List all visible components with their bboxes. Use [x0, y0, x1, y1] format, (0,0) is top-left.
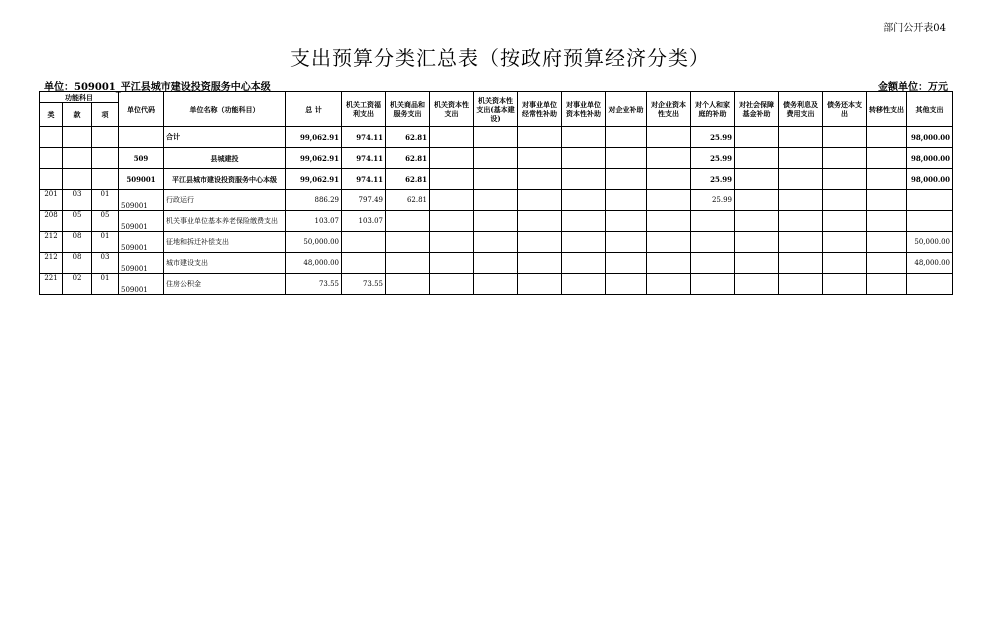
amount-cell: 25.99 [691, 169, 735, 190]
amount-cell [779, 148, 823, 169]
amount-cell [779, 190, 823, 211]
amount-cell [779, 127, 823, 148]
amount-cell [779, 253, 823, 274]
amount-cell: 974.11 [342, 127, 386, 148]
econ-header: 对事业单位经常性补助 [518, 92, 562, 127]
xiang-cell: 05 [92, 211, 119, 232]
econ-header: 对企业资本性支出 [647, 92, 691, 127]
amount-cell [867, 190, 907, 211]
lei-cell [40, 169, 63, 190]
amount-cell [606, 169, 647, 190]
amount-cell [779, 232, 823, 253]
econ-header: 机关资本性支出 [430, 92, 474, 127]
amount-cell [430, 169, 474, 190]
amount-cell [907, 274, 953, 295]
code-cell: 509001 [119, 169, 164, 190]
name-header: 单位名称（功能科目） [164, 92, 286, 127]
amount-cell: 98,000.00 [907, 169, 953, 190]
lei-cell: 201 [40, 190, 63, 211]
xiang-cell [92, 169, 119, 190]
total-cell: 73.55 [286, 274, 342, 295]
amount-cell [907, 190, 953, 211]
code-header: 单位代码 [119, 92, 164, 127]
total-cell: 99,062.91 [286, 127, 342, 148]
lei-cell: 212 [40, 253, 63, 274]
amount-cell [823, 253, 867, 274]
econ-header: 对企业补助 [606, 92, 647, 127]
amount-cell [867, 127, 907, 148]
amount-cell [647, 169, 691, 190]
amount-cell [386, 232, 430, 253]
table-row [40, 169, 953, 190]
econ-header: 债务还本支出 [823, 92, 867, 127]
amount-cell [647, 127, 691, 148]
amount-cell [474, 190, 518, 211]
amount-cell [518, 253, 562, 274]
amount-cell: 98,000.00 [907, 148, 953, 169]
econ-header: 机关工资福利支出 [342, 92, 386, 127]
amount-cell [647, 148, 691, 169]
amount-cell [606, 253, 647, 274]
total-header: 总 计 [286, 92, 342, 127]
amount-cell [518, 274, 562, 295]
amount-cell [867, 253, 907, 274]
econ-header: 机关商品和服务支出 [386, 92, 430, 127]
amount-cell: 50,000.00 [907, 232, 953, 253]
kuan-cell: 02 [63, 274, 92, 295]
amount-cell [735, 274, 779, 295]
kuan-cell: 05 [63, 211, 92, 232]
amount-cell [647, 211, 691, 232]
amount-cell: 62.81 [386, 190, 430, 211]
code-cell: 509001 [119, 253, 164, 274]
amount-cell [823, 211, 867, 232]
total-cell: 886.29 [286, 190, 342, 211]
amount-cell [735, 253, 779, 274]
amount-cell [647, 274, 691, 295]
amount-cell [647, 232, 691, 253]
amount-cell [474, 253, 518, 274]
amount-cell [474, 232, 518, 253]
amount-cell [562, 127, 606, 148]
amount-cell: 25.99 [691, 127, 735, 148]
lei-cell [40, 148, 63, 169]
amount-cell [779, 274, 823, 295]
code-cell: 509001 [119, 211, 164, 232]
name-cell: 合计 [164, 127, 286, 148]
econ-header: 转移性支出 [867, 92, 907, 127]
func-group-header: 功能科目 [40, 92, 119, 103]
lei-cell: 221 [40, 274, 63, 295]
xiang-header: 项 [92, 103, 119, 127]
code-cell [119, 127, 164, 148]
amount-cell: 797.49 [342, 190, 386, 211]
amount-cell [823, 127, 867, 148]
amount-cell [867, 232, 907, 253]
econ-header: 对事业单位资本性补助 [562, 92, 606, 127]
amount-cell: 974.11 [342, 148, 386, 169]
amount-unit-label: 金额单位：万元 [878, 82, 948, 93]
amount-cell [606, 190, 647, 211]
amount-cell [735, 169, 779, 190]
amount-cell: 73.55 [342, 274, 386, 295]
kuan-cell: 03 [63, 190, 92, 211]
amount-cell: 25.99 [691, 148, 735, 169]
amount-cell: 62.81 [386, 127, 430, 148]
code-cell: 509001 [119, 232, 164, 253]
econ-header: 其他支出 [907, 92, 953, 127]
kuan-cell: 08 [63, 253, 92, 274]
amount-cell [867, 211, 907, 232]
lei-cell: 212 [40, 232, 63, 253]
amount-cell [907, 211, 953, 232]
amount-cell [823, 148, 867, 169]
amount-cell [562, 274, 606, 295]
amount-cell [562, 211, 606, 232]
table-row [40, 253, 953, 274]
name-cell: 行政运行 [164, 190, 286, 211]
budget-table [39, 91, 953, 295]
code-cell: 509001 [119, 190, 164, 211]
amount-cell [647, 253, 691, 274]
xiang-cell: 01 [92, 232, 119, 253]
table-body [40, 127, 953, 295]
amount-cell [606, 232, 647, 253]
amount-cell [779, 169, 823, 190]
amount-cell [735, 127, 779, 148]
name-cell: 征地和拆迁补偿支出 [164, 232, 286, 253]
amount-cell [386, 253, 430, 274]
xiang-cell: 01 [92, 274, 119, 295]
amount-cell: 98,000.00 [907, 127, 953, 148]
amount-cell [691, 253, 735, 274]
name-cell: 平江县城市建设投资服务中心本级 [164, 169, 286, 190]
name-cell: 城市建设支出 [164, 253, 286, 274]
amount-cell [518, 148, 562, 169]
amount-cell [386, 274, 430, 295]
amount-cell [606, 274, 647, 295]
amount-cell [562, 232, 606, 253]
amount-cell [562, 190, 606, 211]
kuan-cell [63, 127, 92, 148]
kuan-cell: 08 [63, 232, 92, 253]
amount-cell [386, 211, 430, 232]
econ-header: 对社会保障基金补助 [735, 92, 779, 127]
amount-cell [430, 190, 474, 211]
code-cell: 509 [119, 148, 164, 169]
name-cell: 机关事业单位基本养老保险缴费支出 [164, 211, 286, 232]
total-cell: 50,000.00 [286, 232, 342, 253]
amount-cell [562, 148, 606, 169]
amount-cell [342, 253, 386, 274]
amount-cell [779, 211, 823, 232]
amount-cell [735, 211, 779, 232]
amount-cell: 974.11 [342, 169, 386, 190]
amount-cell [474, 127, 518, 148]
lei-header: 类 [40, 103, 63, 127]
amount-cell [606, 148, 647, 169]
amount-cell [430, 148, 474, 169]
amount-cell [867, 169, 907, 190]
amount-cell: 62.81 [386, 169, 430, 190]
amount-cell: 25.99 [691, 190, 735, 211]
table-row [40, 127, 953, 148]
amount-cell: 48,000.00 [907, 253, 953, 274]
amount-cell [735, 232, 779, 253]
amount-cell [518, 232, 562, 253]
amount-cell [691, 211, 735, 232]
page-title: 支出预算分类汇总表（按政府预算经济分类） [290, 46, 710, 70]
amount-cell [430, 127, 474, 148]
xiang-cell [92, 127, 119, 148]
amount-cell [430, 232, 474, 253]
amount-cell: 62.81 [386, 148, 430, 169]
amount-cell [735, 190, 779, 211]
xiang-cell: 03 [92, 253, 119, 274]
name-cell: 县城建投 [164, 148, 286, 169]
amount-cell [474, 169, 518, 190]
amount-cell [606, 127, 647, 148]
amount-cell [474, 211, 518, 232]
amount-cell [430, 274, 474, 295]
lei-cell: 208 [40, 211, 63, 232]
amount-cell [647, 190, 691, 211]
kuan-cell [63, 148, 92, 169]
amount-cell [518, 127, 562, 148]
amount-cell [823, 232, 867, 253]
econ-header: 债务利息及费用支出 [779, 92, 823, 127]
amount-cell [691, 274, 735, 295]
amount-cell [735, 148, 779, 169]
kuan-header: 款 [63, 103, 92, 127]
unit-name-label: 单位：509001_平江县城市建设投资服务中心本级 [44, 82, 271, 93]
amount-cell [867, 148, 907, 169]
name-cell: 住房公积金 [164, 274, 286, 295]
amount-cell [518, 211, 562, 232]
amount-cell [823, 190, 867, 211]
table-row [40, 211, 953, 232]
amount-cell [823, 274, 867, 295]
total-cell: 103.07 [286, 211, 342, 232]
amount-cell [518, 190, 562, 211]
amount-cell [518, 169, 562, 190]
amount-cell [691, 232, 735, 253]
lei-cell [40, 127, 63, 148]
amount-cell [867, 274, 907, 295]
table-row [40, 232, 953, 253]
kuan-cell [63, 169, 92, 190]
amount-cell [430, 253, 474, 274]
table-number-label: 部门公开表04 [883, 23, 946, 34]
total-cell: 99,062.91 [286, 169, 342, 190]
amount-cell [342, 232, 386, 253]
xiang-cell: 01 [92, 190, 119, 211]
econ-header: 对个人和家庭的补助 [691, 92, 735, 127]
total-cell: 99,062.91 [286, 148, 342, 169]
total-cell: 48,000.00 [286, 253, 342, 274]
amount-cell [474, 148, 518, 169]
amount-cell [606, 211, 647, 232]
amount-cell [474, 274, 518, 295]
amount-cell [823, 169, 867, 190]
amount-cell [562, 253, 606, 274]
header-row-1 [40, 92, 953, 103]
table-row [40, 274, 953, 295]
econ-header: 机关资本性支出(基本建设) [474, 92, 518, 127]
table-row [40, 190, 953, 211]
amount-cell [430, 211, 474, 232]
xiang-cell [92, 148, 119, 169]
amount-cell: 103.07 [342, 211, 386, 232]
code-cell: 509001 [119, 274, 164, 295]
amount-cell [562, 169, 606, 190]
table-row [40, 148, 953, 169]
